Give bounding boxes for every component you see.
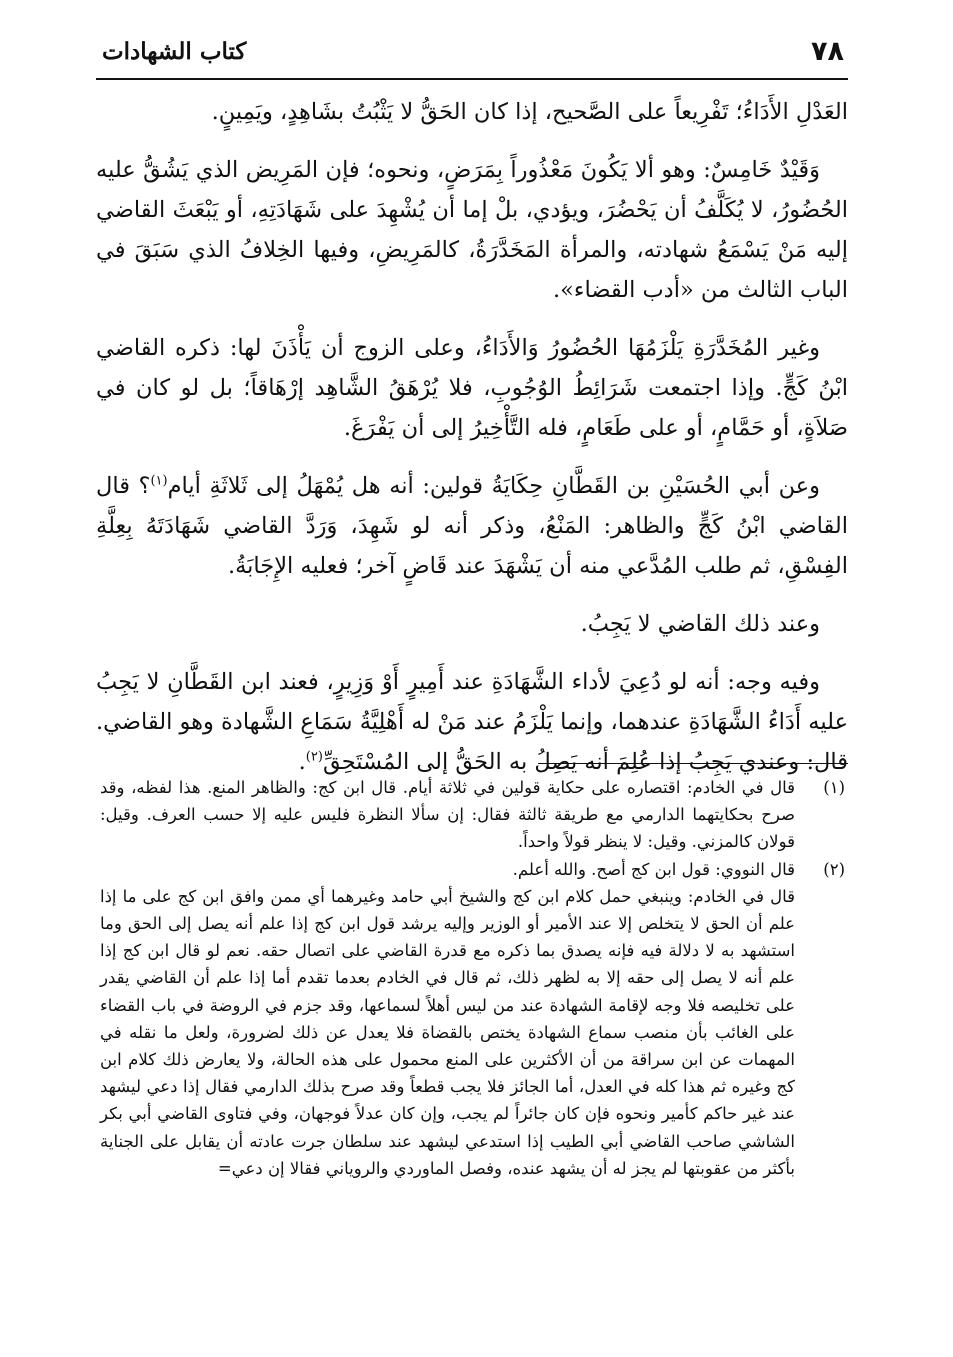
footnote-number: (١) [823, 778, 845, 797]
footnote-ref[interactable]: (٢) [305, 749, 323, 765]
paragraph: وَقَيْدٌ خَامِسٌ: وهو ألا يَكُونَ مَعْذُوراً بِمَرَضٍ، ونحوه؛ فإن المَرِيض الذي يَشُقُّ عليه الحُضُورُ، لا يُكَلَّفُ أن يَحْضُرَ، ويؤدي، بلْ إما أن يُشْهِدَ على شَهَادَتِهِ، أو يَبْعَثَ القاضي إليه مَنْ يَسْمَعُ شهادته، والمرأة المَخَدَّرَةُ، كالمَرِيضِ، وفيها الخِلافُ الذي سَبَقَ في الباب الثالث من «أدب القضاء». [96, 157, 848, 303]
footnote-ref[interactable]: (١) [150, 473, 168, 489]
footnote-continuation: قال في الخادم: وينبغي حمل كلام ابن كج والشيخ أبي حامد وغيرهما أي ممن وافق ابن كج على ما إذا علم أن الحق لا يتخلص إلا عند الأمير أو الوزير وإليه يرشد قول ابن كج إذا علم أنه يصل إلى الحق وما استشهد به لا دلالة فيه فإنه يصدق بما ذكره مع قدرة القاضي على اتصال حقه. نعم لو قال ابن كج إذا علم أنه لا يصل إلى حقه إلا به لظهر ذلك، ثم قال في الخادم بعدما تقدم أما إذا علم أن القاضي يقدر على تخليصه فلا وجه لإقامة الشهادة عند من ليس أهلاً لسماعها، وقد جزم في الروضة في باب القضاء على الغائب بأن منصب سماع الشهادة يختص بالقضاة فلا يعدل عن ذلك لضرورة، ولعل ما نقله في المهمات عن ابن سراقة من أن الأكثرين على المنع محمول على هذه الحالة، ولا يعارض ذلك كلام ابن كج وغيره ثم هذا كله في العدل، أما الجائز فلا يجب قطعاً وقد صرح بذلك الدارمي فقال إذا دعي ليشهد عند غير حاكم كأمير ونحوه فإن كان جائراً لم يجب، وإن كان عدلاً فوجهان، وفي فتاوى القاضي أبي بكر الشاشي صاحب القاضي أبي الطيب إذا استدعي ليشهد عند سلطان جرت عادته أن يقابل على الجناية بأكثر من عقوبتها لم يجز له أن يشهد عنده، وفصل الماوردي والروياني فقالا إن دعي= [100, 886, 796, 1178]
paragraph: وغير المُخَدَّرَةِ يَلْزَمُهَا الحُضُورُ وَالأَدَاءُ، وعلى الزوج أن يَأْذَنَ لها: ذكره القاضي ابْنُ كَجٍّ. وإذا اجتمعت شَرَائِطُ الوُجُوبِ، فلا يُرْهَقُ الشَّاهِد إرْهَاقاً؛ بل لو كان في صَلاَةٍ، أو حَمَّامٍ، أو على طَعَامٍ، فله التَّأْخِيرُ إلى أن يَفْرَغَ. [96, 335, 848, 441]
paragraph: وعند ذلك القاضي لا يَجِبُ. [580, 611, 820, 637]
paragraph: وعن أبي الحُسَيْنِ بن القَطَّانِ حِكَايَةُ قولين: أنه هل يُمْهَلُ إلى ثَلاثَةِ أيام$^{(١)}$؟ قال القاضي ابْنُ كَجٍّ والظاهر: المَنْعُ، وذكر أنه لو شَهِدَ، وَرَدَّ القاضي شَهَادَتَهُ بِعِلَّةِ الفِسْقِ، ثم طلب المُدَّعي منه أن يَشْهَدَ عند قَاضٍ آخر؛ فعليه الإِجَابَةُ. [96, 473, 848, 579]
footnote-text: قال في الخادم: اقتصاره على حكاية قولين في ثلاثة أيام. قال ابن كج: والظاهر المنع. هذا لفظه، وقد صرح بحكايتهما الدارمي مع طريقة ثالثة فقال: إن سألا النظرة فليس عليه إلا حسب العرف. وقيل: قولان كالمزني. وقيل: لا ينظر قولاً واحداً. [100, 778, 795, 852]
footnote [100, 856, 845, 1182]
running-title: كتاب الشهادات [102, 38, 247, 65]
footnote [100, 774, 845, 856]
main-text [96, 92, 848, 800]
footnote-number: (٢) [823, 859, 845, 879]
page-number: ٧٨ [811, 36, 844, 67]
footnote-text: قال النووي: قول ابن كج أصح. والله أعلم. [512, 859, 795, 879]
paragraph: العَدْلِ الأَدَاءُ؛ تَفْرِيعاً على الصَّحيح، إذا كان الحَقُّ لا يَثْبُتُ بشَاهِدٍ، ويَمِينٍ. [211, 99, 848, 125]
footnote-separator [538, 763, 848, 764]
paragraph: وفيه وجه: أنه لو دُعِيَ لأداء الشَّهَادَةِ عند أَمِيرٍ أَوْ وَزِيرٍ، فعند ابن القَطَّانِ لا يَجِبُ عليه أَدَاءُ الشَّهَادَةِ عندهما، وإنما يَلْزَمُ عند مَنْ له أَهْلِيَّةُ سَمَاعِ الشَّهادة وهو القاضي. قال: وعندي يَجِبُ إذا عُلِمَ أنه يَصِلُ به الحَقُّ إلى المُسْتَحِقِّ$^{(٢)}$. [96, 669, 848, 775]
page-header [96, 30, 848, 80]
footnotes [100, 774, 845, 1182]
